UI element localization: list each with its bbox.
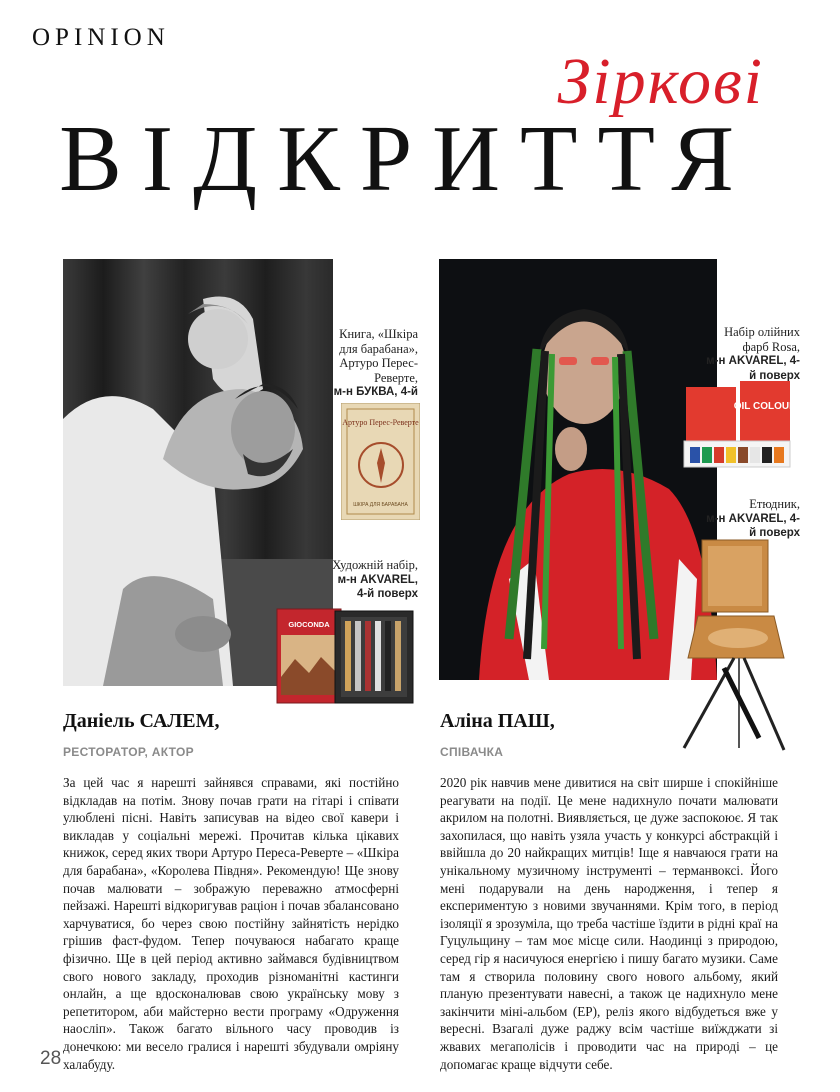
art-set-label: GIOCONDA [288,620,330,629]
art-set-product [275,607,415,705]
title-italic: Зіркові [557,45,764,118]
right-body-text: 2020 рік навчив мене дивитися на світ ширше і спокійніше реагувати на події. Це мене надихнуло почати малювати акрилом на полотні. Виявляється, це дуже заспокоює. Я так захопилася, що навіть узяла участь у конкурсі абстракцій і ввійшла до 20 найкращих митців! Іще я навчаюся грати на унікальному музичному інструменті – терманвоксі. Його мені подарували на день народження, і тепер я експериментую з новими звучаннями. Крім того, в період ізоляції я зрозуміла, що треба частіше їздити в рідні краї на Гуцульщину – там моє місце сили. Наодинці з природою, серед гір я насичуюся енергією і пишу багато музики. Саме там я створила половину свого нового альбому, який планую презентувати навесні, а також це надихнуло мене закінчити міні-альбом (ЕР), реліз якого відбудеться вже у вересні. Взагалі дуже раджу всім частіше виїжджати зі жвавих мегаполісів і проводити час на природі – це допомагає краще відчути себе. [440,775,778,1072]
book-cover-title: Артуро Перес-Реверте [342,418,419,427]
paints-caption: Набір олійних фарб Rosa, м-н AKVAREL, 4-й поверх [706,325,800,382]
book-cover-subtitle: ШКІРА ДЛЯ БАРАБАНА [353,502,408,508]
page-number: 28 [40,1048,62,1069]
left-person-role: РЕСТОРАТОР, АКТОР [63,745,194,759]
paint-box-label: OIL COLOUR [733,401,794,412]
easel-product [664,538,804,758]
book-product [341,403,420,520]
title-main: ВІДКРИТТЯ [59,107,754,211]
book-caption: Книга, «Шкіра для барабана», Артуро Перес-Реверте, м-н БУКВА, 4-й [333,327,418,398]
paints-product [682,379,794,471]
left-person-name: Даніель САЛЕМ, [63,710,220,732]
right-person-name: Аліна ПАШ, [440,710,555,732]
right-person-role: СПІВАЧКА [440,745,504,759]
art-set-caption: Художній набір, м-н AKVAREL, 4-й поверх [332,558,418,600]
left-body-text: За цей час я нарешті зайнявся справами, які постійно відкладав на потім. Знову почав грати на гітарі і співати улюблені пісні. Навіть записував на відео свої кавери і викладав у соціальні мережі. Прочитав кілька цікавих книжок, серед яких твори Артуро Переса-Реверте – «Шкіра для барабана», «Королева Півдня». Рекомендую! Ще знову почав малювати – зображую переважно атмосферні пейзажі. Нарешті відкоригував раціон і почав збалансовано харчуватися, бо через свою постійну зайнятість нерідко грішив фаст-фудом. Тепер почуваюся набагато краще фізично. Ще в цей період активно займався будівництвом свого нового закладу, проходив різноманітні кастинги онлайн, а ще вдосконалював свою українську мову з репетитором, аби майстерно вести програму «Одруження наосліп». Також багато вільного часу проводив із донечкою: ми весело гралися і нарешті збудували омріяну халабуду. [63,775,399,1072]
section-label: OPINION [32,24,170,51]
easel-caption: Етюдник, м-н AKVAREL, 4-й поверх [706,497,800,539]
